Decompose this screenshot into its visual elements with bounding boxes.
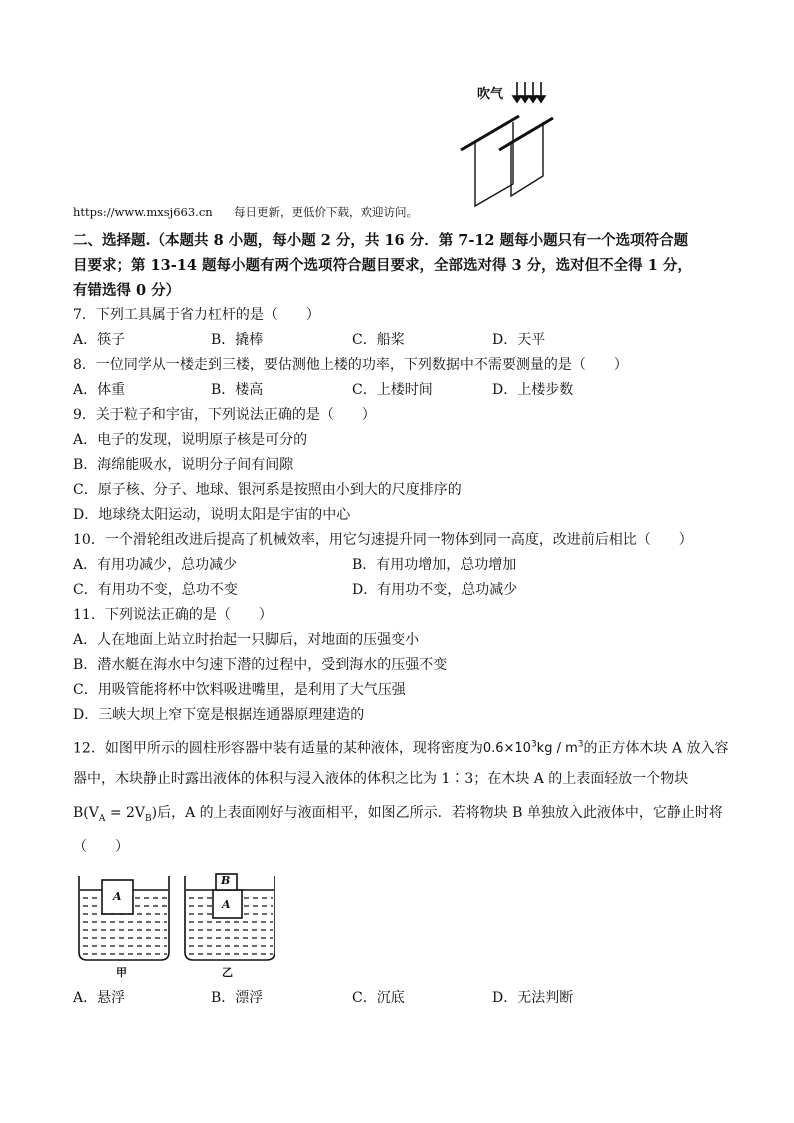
q11-option-a[interactable]: A．人在地面上站立时抬起一只脚后，对地面的压强变小 [73,632,420,648]
q12-option-c[interactable]: C．沉底 [352,990,405,1006]
website-note: 每日更新，更低价下载，欢迎访问。 [233,205,418,219]
q11-option-c[interactable]: C．用吸管能将杯中饮料吸进嘴里，是利用了大气压强 [73,682,406,698]
q12-option-a[interactable]: A．悬浮 [73,990,126,1006]
q9-option-c[interactable]: C．原子核、分子、地球、银河系是按照由小到大的尺度排序的 [73,482,462,498]
q8-option-b[interactable]: B．楼高 [211,382,264,398]
q7-option-a[interactable]: A．筷子 [73,332,126,348]
q10-option-c[interactable]: C．有用功不变，总功不变 [73,582,238,598]
section-header-line2: 目要求；第 13-14 题每小题有两个选项符合题目要求，全部选对得 3 分，选对但不全得 1 分， [73,257,692,274]
q12-volume-formula: $(V_A = 2V_B)$ [83,805,158,824]
q8-option-c[interactable]: C．上楼时间 [352,382,433,398]
q12-block-a-label-jia: A [113,890,122,903]
section-header-line1: 二、选择题.（本题共 8 小题，每小题 2 分，共 16 分．第 7-12 题每小题只有一个选项符合题 [73,232,689,249]
q12-fig-jia-caption: 甲 [116,966,127,979]
q9-option-a[interactable]: A．电子的发现，说明原子核是可分的 [73,432,308,448]
blow-figure [455,78,565,213]
q8-stem: 8．一位同学从一楼走到三楼，要估测他上楼的功率，下列数据中不需要测量的是（ ） [73,357,628,373]
q7-stem: 7．下列工具属于省力杠杆的是（ ） [73,307,320,323]
q12-line4: （ ） [73,839,129,855]
q9-option-b[interactable]: B．海绵能吸水，说明分子间有间隙 [73,457,294,473]
q9-option-d[interactable]: D．地球绕太阳运动，说明太阳是宇宙的中心 [73,507,351,523]
q12-line1 [73,736,729,758]
q12-containers-diagram [75,868,275,980]
q12-line1-tail: 的正方体木块 A 放入容 [583,740,729,757]
q12-block-b-label: B [221,874,231,887]
q12-density: $0.6\times 10^3kg / m^3$ [482,740,584,757]
q12-block-a-label-yi: A [222,898,231,911]
q12-option-b[interactable]: B．漂浮 [211,990,264,1006]
q11-stem: 11．下列说法正确的是（ ） [73,607,273,623]
q10-option-d[interactable]: D．有用功不变，总功减少 [352,582,518,598]
q12-line1-text: 12．如图甲所示的圆柱形容器中装有适量的某种液体，现将密度为 [73,740,483,757]
q11-option-d[interactable]: D．三峡大坝上窄下宽是根据连通器原理建造的 [73,707,365,723]
q10-option-b[interactable]: B．有用功增加，总功增加 [352,557,517,573]
q12-figure [75,868,275,980]
q8-option-a[interactable]: A．体重 [73,382,126,398]
section-header-line3: 有错选得 0 分） [73,282,181,299]
q12-option-d[interactable]: D．无法判断 [492,990,574,1006]
q9-stem: 9．关于粒子和宇宙，下列说法正确的是（ ） [73,407,376,423]
q7-option-b[interactable]: B．撬棒 [211,332,264,348]
q11-option-b[interactable]: B．潜水艇在海水中匀速下潜的过程中，受到海水的压强不变 [73,657,448,673]
q8-option-d[interactable]: D．上楼步数 [492,382,574,398]
website-url[interactable]: https://www.mxsj663.cn [73,205,213,219]
website-line [73,203,418,221]
q12-fig-yi-caption: 乙 [222,966,233,979]
q12-line3: $B(V_A = 2V_B)$后，A 的上表面刚好与液面相平，如图乙所示．若将物块 B 单独放入此液体中，它静止时将 [73,805,723,824]
q7-option-c[interactable]: C．船桨 [352,332,405,348]
blow-label: 吹气 [477,87,504,102]
q7-option-d[interactable]: D．天平 [492,332,546,348]
q12-line2: 器中，木块静止时露出液体的体积与浸入液体的体积之比为 1∶3；在木块 A 的上表面轻放一个物块 [73,771,689,787]
q10-option-a[interactable]: A．有用功减少，总功减少 [73,557,238,573]
q10-stem: 10．一个滑轮组改进后提高了机械效率，用它匀速提升同一物体到同一高度，改进前后相比（ ） [73,532,693,548]
blow-diagram [455,78,565,213]
